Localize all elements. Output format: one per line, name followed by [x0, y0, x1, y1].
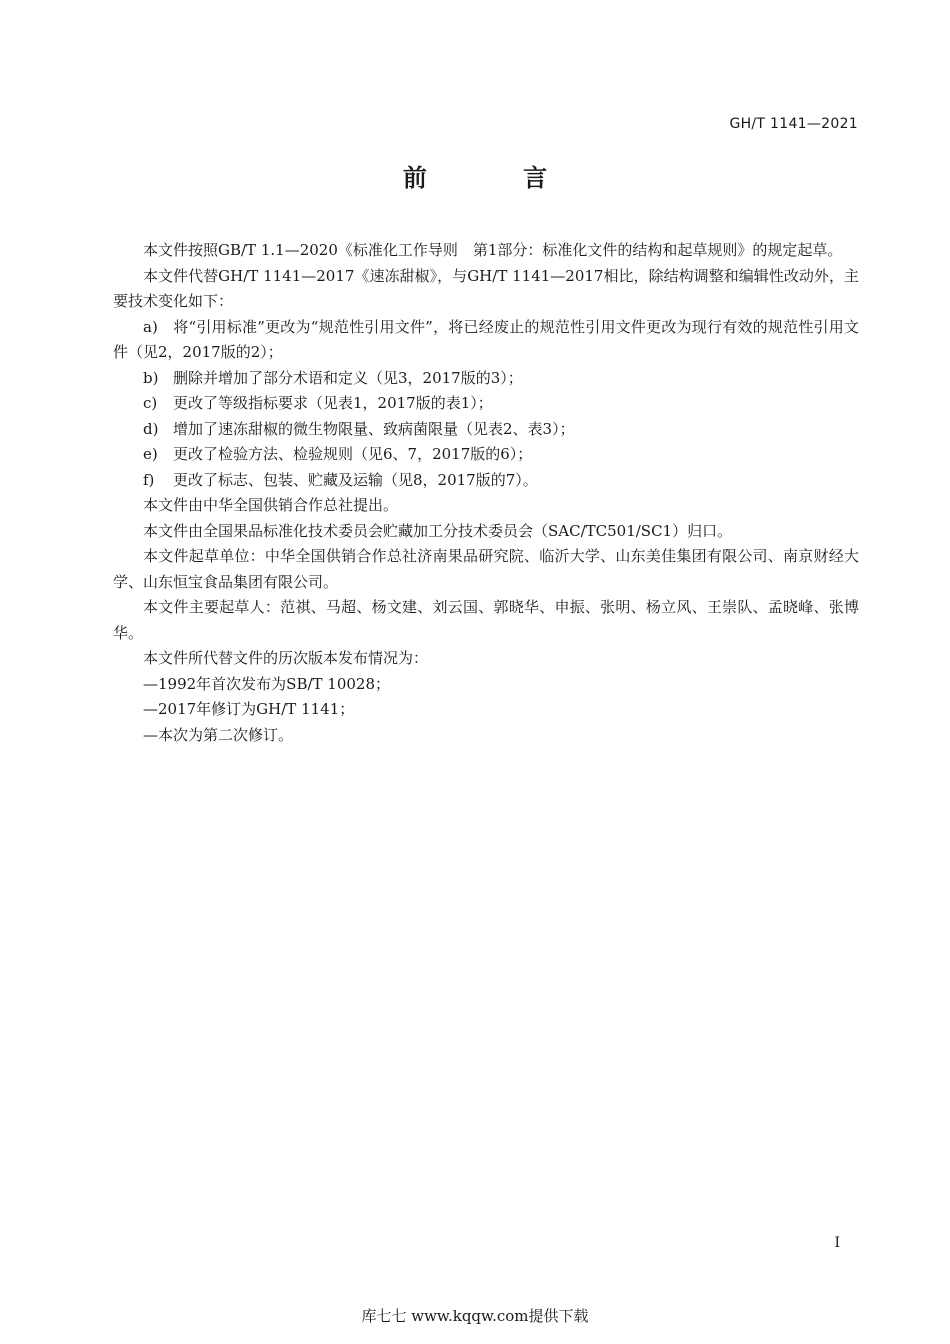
change-item: [113, 468, 859, 494]
page-number: I: [834, 1235, 840, 1251]
change-item: [113, 366, 859, 392]
list-marker: d): [143, 419, 159, 438]
list-marker: c): [143, 394, 158, 412]
change-item: [113, 442, 859, 468]
change-text: 更改了检验方法、检验规则（见6、7，2017版的6）；: [173, 445, 533, 463]
standard-code: GH/T 1141—2021: [729, 116, 858, 132]
history-item: —1992年首次发布为SB/T 10028；: [143, 674, 391, 693]
list-marker: a): [143, 317, 158, 336]
change-text: 更改了标志、包装、贮藏及运输（见8，2017版的7）。: [173, 470, 538, 489]
change-item: [113, 391, 859, 417]
paragraph-history-intro: 本文件所代替文件的历次版本发布情况为：: [143, 649, 429, 667]
change-text: 更改了等级指标要求（见表1，2017版的表1）；: [173, 394, 493, 412]
list-marker: f): [143, 470, 155, 489]
paragraph-drafters: 本文件主要起草人：范祺、马超、杨文建、刘云国、郭晓华、申振、张明、杨立风、王崇队、孟晓峰、张博华。: [113, 598, 859, 642]
paragraph-drafting-rules: 本文件按照GB/T 1.1—2020《标准化工作导则 第1部分：标准化文件的结构和起草规则》的规定起草。: [143, 241, 843, 259]
change-text: 增加了速冻甜椒的微生物限量、致病菌限量（见表2、表3）；: [173, 419, 575, 438]
change-item: [113, 315, 859, 366]
history-item: —2017年修订为GH/T 1141；: [143, 700, 355, 718]
history-item: —本次为第二次修订。: [143, 725, 294, 744]
list-marker: e): [143, 445, 158, 463]
paragraph-proposer: 本文件由中华全国供销合作总社提出。: [143, 496, 399, 514]
change-text: 删除并增加了部分术语和定义（见3，2017版的3）；: [173, 368, 523, 387]
change-item: [113, 417, 859, 443]
download-source-note: 库七七 www.kqqw.com提供下载: [361, 1307, 589, 1325]
foreword-body: [113, 238, 859, 748]
list-marker: b): [143, 368, 159, 387]
page-title: 前 言: [402, 164, 592, 192]
change-text: 将“引用标准”更改为“规范性引用文件”，将已经废止的规范性引用文件更改为现行有效的规范性引用文件（见2，2017版的2）；: [113, 317, 859, 361]
paragraph-replacement: 本文件代替GH/T 1141—2017《速冻甜椒》，与GH/T 1141—2017相比，除结构调整和编辑性改动外，主要技术变化如下：: [113, 266, 859, 310]
paragraph-committee: 本文件由全国果品标准化技术委员会贮藏加工分技术委员会（SAC/TC501/SC1）归口。: [143, 521, 733, 540]
paragraph-drafting-units: 本文件起草单位：中华全国供销合作总社济南果品研究院、临沂大学、山东美佳集团有限公司、南京财经大学、山东恒宝食品集团有限公司。: [113, 547, 859, 591]
